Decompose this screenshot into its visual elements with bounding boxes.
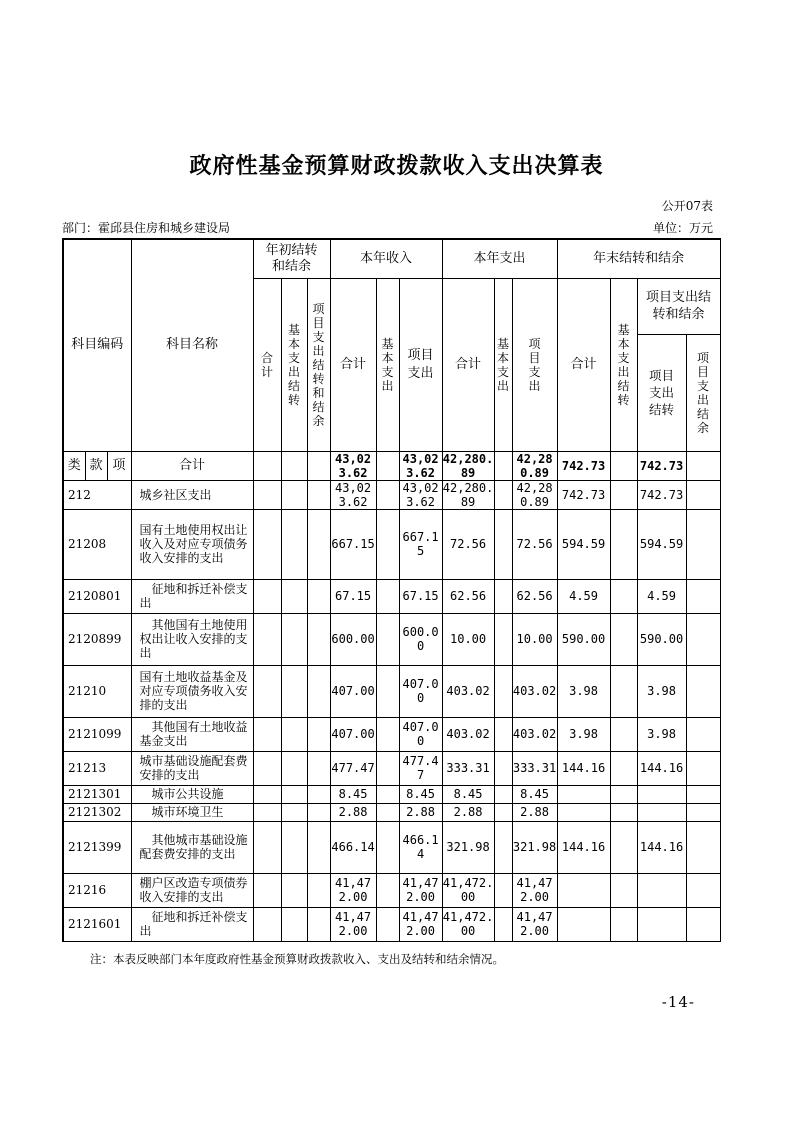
income-project: 41,472.00 [399,873,442,907]
closing-project-carry: 144.16 [637,751,686,785]
closing-basic [610,873,637,907]
total-row [63,451,720,480]
table-row [63,579,720,613]
open-basic [281,751,307,785]
expenditure-total: 403.02 [442,665,494,717]
expenditure-basic [494,480,512,509]
total-exp-project: 42,280.89 [512,451,557,480]
subject-code: 21216 [63,873,131,907]
open-basic [281,717,307,751]
header-end-project-carryover: 项目支出结转和结余 [637,278,720,334]
closing-project-surplus [686,803,720,821]
total-end-total: 742.73 [557,451,610,480]
income-project: 41,472.00 [399,907,442,941]
income-basic [376,803,399,821]
header-subject-name: 科目名称 [131,239,253,451]
header-open-total: 合计 [253,278,281,451]
subject-code: 21210 [63,665,131,717]
expenditure-project: 333.31 [512,751,557,785]
open-basic [281,803,307,821]
table-row [63,509,720,579]
header-opening-balance: 年初结转和结余 [253,239,330,278]
expenditure-project: 72.56 [512,509,557,579]
expenditure-project: 42,280.89 [512,480,557,509]
closing-basic [610,907,637,941]
expenditure-basic [494,717,512,751]
header-income: 本年收入 [330,239,442,278]
subject-name: 城市公共设施 [131,785,253,803]
table-row [63,480,720,509]
expenditure-project: 403.02 [512,665,557,717]
open-basic [281,907,307,941]
header-kuan: 款 [85,451,107,480]
footnote: 注：本表反映部门本年度政府性基金预算财政拨款收入、支出及结转和结余情况。 [90,952,504,966]
header-end-project-carry: 项目支出结转 [637,334,686,451]
closing-basic [610,717,637,751]
expenditure-basic [494,803,512,821]
closing-project-carry: 3.98 [637,665,686,717]
closing-total: 4.59 [557,579,610,613]
open-project [307,873,330,907]
subject-code: 2120801 [63,579,131,613]
income-total: 407.00 [330,717,376,751]
income-project: 407.00 [399,665,442,717]
page-number: -14- [661,993,695,1011]
expenditure-total: 41,472.00 [442,873,494,907]
table-row [63,873,720,907]
total-label: 合计 [131,451,253,480]
subject-name: 城市环境卫生 [131,803,253,821]
subject-name: 其他国有土地使用权出让收入安排的支出 [131,613,253,665]
table-code: 公开07表 [661,199,713,213]
open-project [307,821,330,873]
expenditure-basic [494,785,512,803]
subject-code: 2121301 [63,785,131,803]
closing-total [557,803,610,821]
income-total: 466.14 [330,821,376,873]
income-basic [376,579,399,613]
closing-total [557,785,610,803]
income-project: 466.14 [399,821,442,873]
closing-basic [610,509,637,579]
unit-label: 单位：万元 [652,221,713,235]
open-project [307,907,330,941]
income-total: 41,472.00 [330,907,376,941]
subject-name: 棚户区改造专项债券收入安排的支出 [131,873,253,907]
closing-basic [610,785,637,803]
expenditure-basic [494,613,512,665]
income-basic [376,907,399,941]
total-end-project-carry: 742.73 [637,451,686,480]
table-row [63,717,720,751]
open-project [307,785,330,803]
subject-code: 212 [63,480,131,509]
expenditure-project: 2.88 [512,803,557,821]
expenditure-basic [494,579,512,613]
expenditure-total: 321.98 [442,821,494,873]
subject-name: 城乡社区支出 [131,480,253,509]
closing-project-carry [637,873,686,907]
closing-total: 590.00 [557,613,610,665]
closing-basic [610,579,637,613]
income-project: 667.15 [399,509,442,579]
open-total [253,579,281,613]
header-subject-code: 科目编码 [63,239,131,451]
income-basic [376,509,399,579]
open-project [307,751,330,785]
open-project [307,665,330,717]
header-inc-total: 合计 [330,278,376,451]
income-total: 43,023.62 [330,480,376,509]
subject-code: 21208 [63,509,131,579]
closing-total: 742.73 [557,480,610,509]
header-inc-basic: 基本支出 [376,278,399,451]
expenditure-total: 72.56 [442,509,494,579]
total-inc-project: 43,023.62 [399,451,442,480]
expenditure-basic [494,821,512,873]
closing-basic [610,613,637,665]
closing-total [557,907,610,941]
closing-total [557,873,610,907]
open-basic [281,821,307,873]
subject-name: 城市基础设施配套费安排的支出 [131,751,253,785]
page-title: 政府性基金预算财政拨款收入支出决算表 [189,153,604,179]
header-end-total: 合计 [557,278,610,451]
header-open-project: 项目支出结转和结余 [307,278,330,451]
subject-code: 2121302 [63,803,131,821]
closing-project-surplus [686,613,720,665]
total-exp-total: 42,280.89 [442,451,494,480]
income-total: 600.00 [330,613,376,665]
open-total [253,665,281,717]
open-total [253,613,281,665]
table-row [63,907,720,941]
closing-project-surplus [686,579,720,613]
closing-project-surplus [686,785,720,803]
header-end-project-surplus: 项目支出结余 [686,334,720,451]
table-row [63,785,720,803]
closing-project-carry: 590.00 [637,613,686,665]
subject-name: 国有土地使用权出让收入及对应专项债务收入安排的支出 [131,509,253,579]
open-project [307,613,330,665]
closing-project-carry: 3.98 [637,717,686,751]
income-project: 2.88 [399,803,442,821]
income-total: 2.88 [330,803,376,821]
table-row [63,751,720,785]
closing-project-surplus [686,751,720,785]
closing-project-surplus [686,665,720,717]
income-basic [376,665,399,717]
closing-project-surplus [686,821,720,873]
open-project [307,509,330,579]
subject-code: 2121099 [63,717,131,751]
expenditure-total: 41,472.00 [442,907,494,941]
subject-code: 2121601 [63,907,131,941]
closing-project-carry [637,803,686,821]
open-total [253,803,281,821]
open-total [253,873,281,907]
open-project [307,803,330,821]
table-row [63,821,720,873]
total-inc-total: 43,023.62 [330,451,376,480]
expenditure-project: 8.45 [512,785,557,803]
closing-project-surplus [686,480,720,509]
open-project [307,579,330,613]
income-total: 8.45 [330,785,376,803]
open-basic [281,480,307,509]
expenditure-project: 41,472.00 [512,873,557,907]
closing-basic [610,803,637,821]
department-label: 部门：霍邱县住房和城乡建设局 [62,221,231,235]
closing-project-carry: 144.16 [637,821,686,873]
open-total [253,907,281,941]
open-project [307,717,330,751]
open-basic [281,665,307,717]
header-open-basic: 基本支出结转 [281,278,307,451]
income-basic [376,785,399,803]
header-inc-project: 项目支出 [399,278,442,451]
expenditure-basic [494,751,512,785]
header-exp-project: 项目支出 [512,278,557,451]
closing-total: 144.16 [557,751,610,785]
open-total [253,751,281,785]
closing-total: 144.16 [557,821,610,873]
subject-code: 21213 [63,751,131,785]
closing-project-carry [637,907,686,941]
header-end-basic: 基本支出结转 [610,278,637,451]
open-total [253,785,281,803]
table-row [63,665,720,717]
header-lei: 类 [63,451,85,480]
income-project: 600.00 [399,613,442,665]
income-basic [376,717,399,751]
subject-name: 征地和拆迁补偿支出 [131,907,253,941]
closing-project-carry: 4.59 [637,579,686,613]
closing-project-surplus [686,907,720,941]
expenditure-total: 10.00 [442,613,494,665]
open-project [307,480,330,509]
income-total: 67.15 [330,579,376,613]
header-exp-total: 合计 [442,278,494,451]
closing-total: 3.98 [557,665,610,717]
closing-project-carry: 742.73 [637,480,686,509]
income-basic [376,613,399,665]
income-basic [376,751,399,785]
expenditure-total: 8.45 [442,785,494,803]
closing-project-surplus [686,873,720,907]
header-expenditure: 本年支出 [442,239,557,278]
expenditure-total: 403.02 [442,717,494,751]
closing-basic [610,665,637,717]
income-total: 41,472.00 [330,873,376,907]
expenditure-project: 41,472.00 [512,907,557,941]
expenditure-basic [494,665,512,717]
open-basic [281,579,307,613]
closing-project-carry [637,785,686,803]
open-total [253,717,281,751]
budget-table [62,238,721,942]
expenditure-total: 42,280.89 [442,480,494,509]
open-total [253,821,281,873]
subject-name: 征地和拆迁补偿支出 [131,579,253,613]
income-total: 407.00 [330,665,376,717]
open-basic [281,785,307,803]
income-basic [376,480,399,509]
expenditure-total: 2.88 [442,803,494,821]
closing-project-carry: 594.59 [637,509,686,579]
closing-total: 3.98 [557,717,610,751]
income-project: 67.15 [399,579,442,613]
header-row-1 [63,239,720,278]
expenditure-total: 333.31 [442,751,494,785]
open-basic [281,613,307,665]
closing-total: 594.59 [557,509,610,579]
expenditure-project: 321.98 [512,821,557,873]
closing-basic [610,821,637,873]
expenditure-basic [494,509,512,579]
expenditure-basic [494,873,512,907]
subject-name: 国有土地收益基金及对应专项债务收入安排的支出 [131,665,253,717]
income-total: 477.47 [330,751,376,785]
expenditure-project: 62.56 [512,579,557,613]
header-xiang: 项 [107,451,131,480]
subject-name: 其他城市基础设施配套费安排的支出 [131,821,253,873]
table-row [63,803,720,821]
income-project: 407.00 [399,717,442,751]
open-basic [281,509,307,579]
header-exp-basic: 基本支出 [494,278,512,451]
expenditure-total: 62.56 [442,579,494,613]
expenditure-project: 403.02 [512,717,557,751]
closing-basic [610,751,637,785]
closing-basic [610,480,637,509]
subject-name: 其他国有土地收益基金支出 [131,717,253,751]
header-closing-balance: 年末结转和结余 [557,239,720,278]
income-basic [376,873,399,907]
income-basic [376,821,399,873]
income-total: 667.15 [330,509,376,579]
table-row [63,613,720,665]
expenditure-basic [494,907,512,941]
income-project: 43,023.62 [399,480,442,509]
income-project: 8.45 [399,785,442,803]
subject-code: 2121399 [63,821,131,873]
subject-code: 2120899 [63,613,131,665]
open-total [253,509,281,579]
income-project: 477.47 [399,751,442,785]
open-total [253,480,281,509]
closing-project-surplus [686,509,720,579]
expenditure-project: 10.00 [512,613,557,665]
open-basic [281,873,307,907]
closing-project-surplus [686,717,720,751]
